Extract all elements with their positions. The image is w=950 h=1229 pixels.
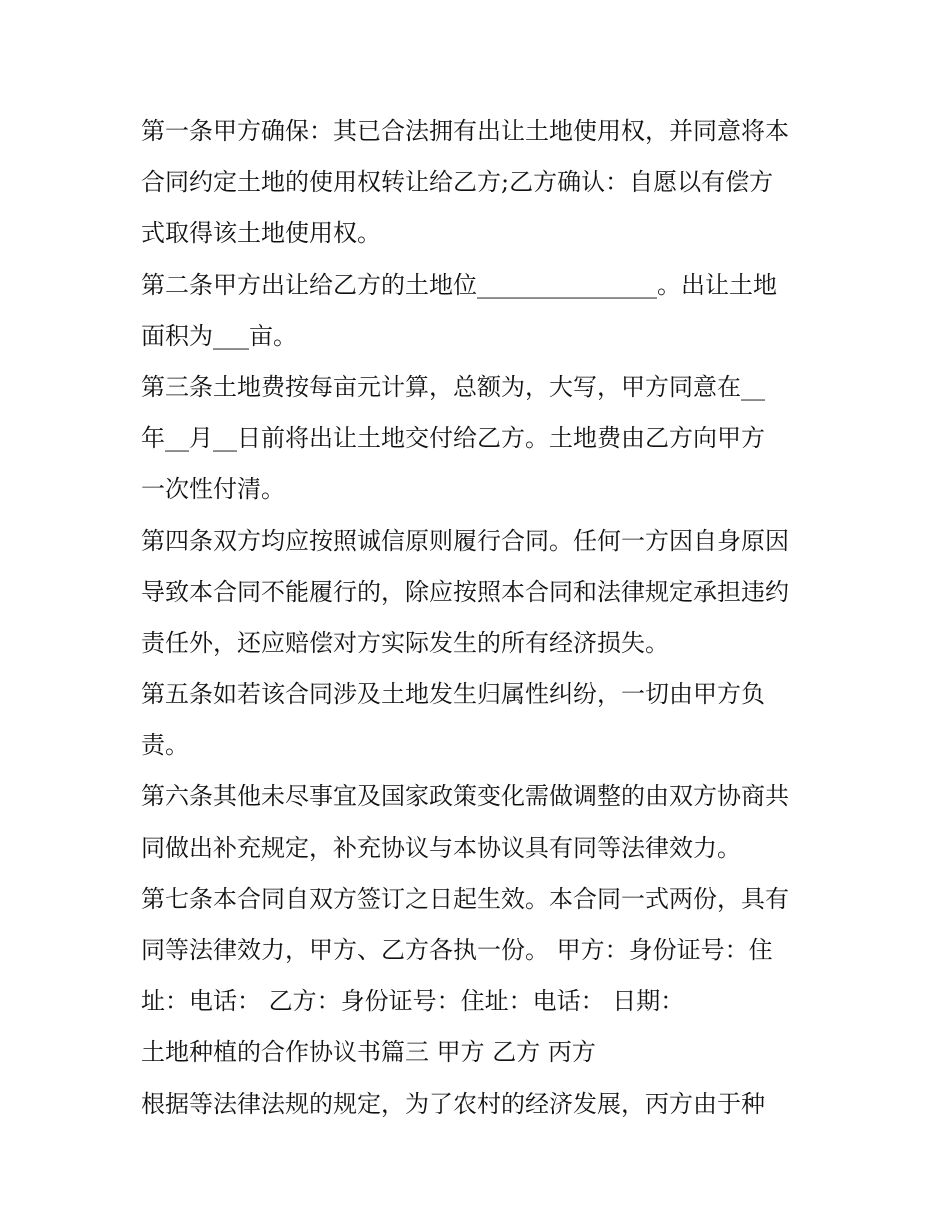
text-line: 合同约定土地的使用权转让给乙方;乙方确认：自愿以有偿方: [141, 168, 774, 197]
text-line: 责。: [141, 731, 189, 760]
text-line: 责任外，还应赔偿对方实际发生的所有经济损失。: [141, 628, 669, 657]
text-line: 一次性付清。: [141, 475, 285, 504]
text-line: 面积为___亩。: [141, 321, 297, 350]
text-line: 导致本合同不能履行的，除应按照本合同和法律规定承担违约: [141, 577, 789, 606]
text-line: 土地种植的合作协议书篇三 甲方 乙方 丙方: [141, 1038, 596, 1067]
text-line: 第一条甲方确保：其已合法拥有出让土地使用权，并同意将本: [141, 117, 789, 145]
text-line: 第四条双方均应按照诚信原则履行合同。任何一方因自身原因: [141, 526, 789, 555]
text-line: 第六条其他未尽事宜及国家政策变化需做调整的由双方协商共: [141, 782, 789, 811]
text-line: 同做出补充规定，补充协议与本协议具有同等法律效力。: [141, 833, 741, 862]
document-page: [141, 106, 821, 1130]
text-line: 式取得该土地使用权。: [141, 219, 381, 248]
text-line: 第五条如若该合同涉及土地发生归属性纠纷，一切由甲方负: [141, 680, 765, 709]
text-line: 第三条土地费按每亩元计算，总额为，大写，甲方同意在__: [141, 372, 765, 401]
text-line: 第七条本合同自双方签订之日起生效。本合同一式两份，具有: [141, 884, 789, 913]
text-line: 第二条甲方出让给乙方的土地位_______________。出让土地: [141, 270, 777, 299]
text-line: 同等法律效力，甲方、乙方各执一份。 甲方：身份证号：住: [141, 936, 773, 964]
text-line: 根据等法律法规的规定，为了农村的经济发展，丙方由于种: [141, 1089, 765, 1118]
text-line: 址：电话： 乙方：身份证号：住址：电话： 日期：: [141, 987, 685, 1016]
text-line: 年__月__日前将出让土地交付给乙方。土地费由乙方向甲方: [141, 424, 765, 453]
